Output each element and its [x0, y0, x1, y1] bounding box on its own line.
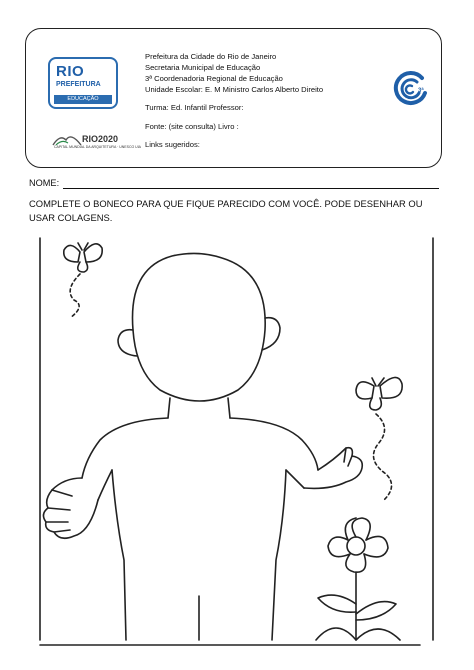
header-line-unidade: Unidade Escolar: E. M Ministro Carlos Alberto Direito [145, 85, 324, 94]
3cre-logo-text: 3ª [418, 88, 424, 94]
logo-rio-text: RIO [56, 63, 85, 80]
right-arm-upper [230, 418, 318, 470]
torso-right [272, 470, 286, 640]
logo-prefeitura-text: PREFEITURA [56, 81, 101, 88]
butterfly-trail-right [374, 414, 392, 500]
head-outline [132, 253, 265, 401]
header-line-fonte: Fonte: (site consulta) Livro : [145, 122, 239, 131]
header-line-prefeitura: Prefeitura da Cidade do Rio de Janeiro [145, 52, 277, 61]
rio2020-logo [52, 128, 141, 152]
logo-educacao-text: EDUCAÇÃO [54, 95, 112, 104]
butterfly-trail-top-left [70, 274, 80, 318]
header-line-turma: Turma: Ed. Infantil Professor: [145, 103, 244, 112]
3cre-swirl-icon [392, 71, 428, 107]
rio-prefeitura-logo [48, 57, 118, 109]
right-hand-fingers [344, 448, 352, 466]
rio2020-text: RIO2020 [82, 134, 119, 144]
3cre-logo [392, 71, 428, 107]
flower-icon [316, 518, 400, 640]
body-outline-drawing[interactable] [0, 225, 474, 670]
instructions-text: COMPLETE O BONECO PARA QUE FIQUE PARECIDO COM VOCÊ. PODE DESENHAR OU USAR COLAGENS. [29, 198, 423, 223]
butterfly-top-left-icon [64, 243, 102, 272]
name-label: NOME: [29, 178, 60, 188]
arm-pit-left [98, 470, 112, 500]
mountain-icon [52, 130, 82, 146]
header-line-coordenadoria: 3ª Coordenadoria Regional de Educação [145, 74, 283, 83]
torso-left [112, 470, 126, 640]
left-hand-fingers [46, 490, 72, 532]
rio2020-subtext: CAPITAL MUNDIAL DA ARQUITETURA · UNESCO UIA [54, 145, 141, 149]
butterfly-right-icon [356, 377, 402, 410]
left-arm-upper [82, 418, 168, 478]
arm-pit-right [286, 470, 304, 488]
name-input-line[interactable] [63, 188, 439, 189]
header-line-links: Links sugeridos: [145, 140, 200, 149]
header-line-secretaria: Secretaria Municipal de Educação [145, 63, 261, 72]
